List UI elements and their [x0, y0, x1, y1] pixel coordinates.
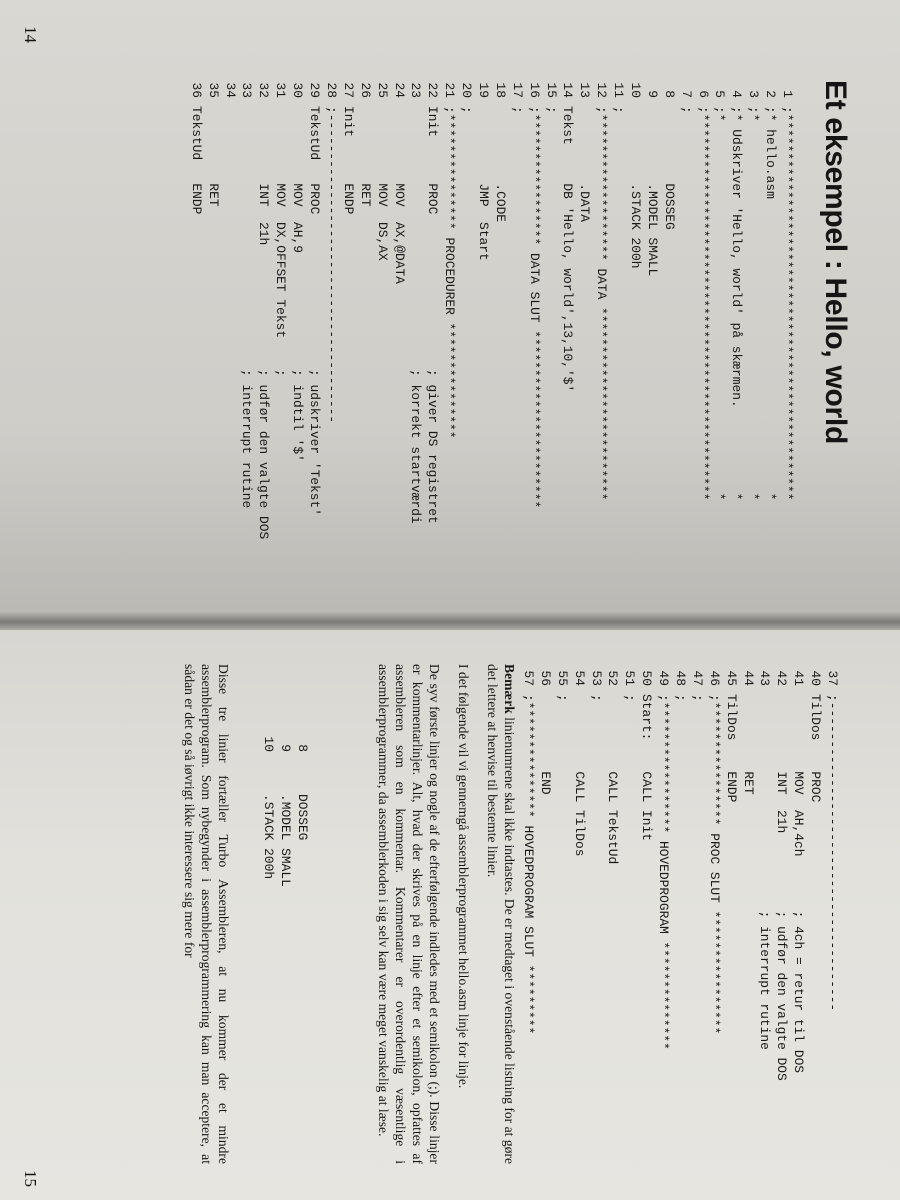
code-text: MOV DX,OFFSET Tekst ;: [273, 106, 289, 377]
code-line: [772, 664, 789, 1081]
code-text: ;**************** PROC SLUT ****************: [706, 694, 722, 1035]
code-line: [694, 76, 711, 539]
code-text: .STACK 200h: [627, 106, 643, 269]
code-line: [654, 664, 671, 1081]
code-line: [356, 76, 373, 539]
code-text: ; korrekt startværdi: [408, 106, 424, 524]
line-number: 35: [205, 82, 221, 98]
code-line: [789, 664, 806, 1081]
code-line: [339, 76, 356, 539]
code-line: [271, 76, 288, 539]
line-number: 2: [763, 90, 779, 98]
code-text: TilDos ENDP: [723, 694, 739, 803]
line-number: 51: [622, 670, 638, 686]
line-number: 40: [808, 670, 824, 686]
page-15-content: [0, 630, 900, 1200]
line-number: 4: [729, 90, 745, 98]
line-number: 22: [425, 82, 441, 98]
line-number: 21: [442, 82, 458, 98]
code-line: [761, 76, 778, 539]
code-line: [722, 664, 739, 1081]
line-number: 16: [526, 82, 542, 98]
line-number: 55: [554, 670, 570, 686]
code-line: [637, 664, 654, 1081]
code-text: ;* hello.asm *: [763, 106, 779, 501]
line-number: 33: [239, 82, 255, 98]
code-text: ;**************************************************: [780, 106, 795, 501]
code-line: [609, 76, 626, 539]
line-number: 50: [639, 670, 655, 686]
code-line: [592, 76, 609, 539]
code-text: ;**************************************************: [695, 106, 711, 501]
code-text: JMP Start: [475, 106, 491, 261]
line-number: 42: [774, 670, 790, 686]
code-text: ;: [689, 694, 705, 702]
remark-text: linienumrene skal ikke indtastes. De er medtaget i ovenstående listning for at gøre det lettere at henvise til bestemte linier.: [485, 664, 517, 1164]
code-text: INT 21h ; udfør den valgte DOS: [256, 106, 272, 540]
code-text: ; interrupt rutine: [757, 694, 773, 1050]
code-line: [519, 664, 536, 1081]
comments-paragraph: De syv første linjer og nogle af de efterfølgende indledes med et semikolon (;). Disse linjer er kommentarlinjer. Alt, hvad der skrives på en linje efter et semikolon, opfattes af assembleren som en kommentar. Kommentarer er overordentlig væsentlige i assemblerprogrammer, da assemblerkoden i sig selv kan være meget vanskelig at læse.: [376, 664, 442, 1164]
code-text: ;* Udskriver 'Hello, world' på skærmen. *: [729, 106, 745, 501]
line-number: 15: [543, 82, 559, 98]
line-number: 48: [672, 670, 688, 686]
code-text: ;: [543, 106, 559, 114]
line-number: 29: [307, 82, 323, 98]
line-number: 20: [459, 82, 475, 98]
line-number: 53: [588, 670, 604, 686]
code-text: RET: [205, 106, 221, 207]
code-listing-part1: [187, 76, 795, 539]
intro-paragraph: I det følgende vil vi gennemgå assemblerprogrammet hello.asm linje for linje.: [456, 664, 471, 1089]
code-text: CALL TekstUd: [605, 694, 621, 865]
code-line: [677, 76, 694, 539]
code-line: [553, 664, 570, 1081]
line-number: 13: [577, 82, 593, 98]
code-line: [407, 76, 424, 539]
page-15: [0, 630, 900, 1200]
line-number: 26: [357, 82, 373, 98]
code-text: Init ENDP: [340, 106, 356, 215]
code-line: [390, 76, 407, 539]
code-line: [276, 730, 293, 887]
code-text: ;: [588, 694, 604, 702]
code-line: [221, 76, 238, 539]
remark-bold: Bemærk: [502, 664, 517, 714]
code-text: ; interrupt rutine: [239, 106, 255, 509]
code-text: .DATA: [577, 106, 593, 223]
code-text: ;: [672, 694, 688, 702]
code-line: [322, 76, 339, 539]
code-line: [620, 664, 637, 1081]
code-line: [688, 664, 705, 1081]
code-line: [305, 76, 322, 539]
code-line: [238, 76, 255, 539]
code-text: MOV DS,AX: [374, 106, 390, 261]
code-line: [744, 76, 761, 539]
code-text: ;----------------------------------------: [323, 106, 339, 424]
line-number: 27: [340, 82, 356, 98]
code-text: ;* *: [712, 106, 728, 501]
code-text: ;: [509, 106, 525, 114]
code-text: INT 21h ; udfør den valgte DOS: [774, 694, 790, 1081]
code-line: [508, 76, 525, 539]
code-line: [373, 76, 390, 539]
code-text: Tekst DB 'Hello, world',13,10,'$': [560, 106, 576, 393]
code-text: DOSSEG: [661, 106, 677, 230]
line-number: 5: [712, 90, 728, 98]
line-number: 49: [656, 670, 672, 686]
line-number: 19: [475, 82, 491, 98]
code-line: [474, 76, 491, 539]
explanation-text: [363, 664, 518, 1164]
page-number-14: 14: [21, 26, 40, 43]
line-number: 28: [323, 82, 339, 98]
code-line: [823, 664, 840, 1081]
code-text: TekstUd ENDP: [188, 106, 204, 215]
line-number: 32: [256, 82, 272, 98]
code-line: [660, 76, 677, 539]
code-line: [457, 76, 474, 539]
code-line: [806, 664, 823, 1081]
code-line: [255, 76, 272, 539]
line-number: 11: [611, 82, 627, 98]
line-number: 34: [222, 82, 238, 98]
line-number: 46: [706, 670, 722, 686]
line-number: 10: [627, 82, 643, 98]
line-number: 24: [391, 82, 407, 98]
code-line: [671, 664, 688, 1081]
code-line: [559, 76, 576, 539]
code-text: END: [537, 694, 553, 795]
line-number: 31: [273, 82, 289, 98]
line-number: 14: [560, 82, 576, 98]
code-text: ;----------------------------------------: [825, 694, 840, 1012]
code-text: MOV AH,4ch ; 4ch = retur til DOS: [791, 694, 807, 1074]
line-number: 8: [661, 90, 677, 98]
page-title: Et eksempel : Hello, world: [819, 80, 852, 444]
closing-text: [169, 664, 232, 1164]
code-line: [643, 76, 660, 539]
line-number: 30: [290, 82, 306, 98]
line-number: 43: [757, 670, 773, 686]
code-text: RET: [740, 694, 756, 795]
code-text: DOSSEG: [295, 794, 310, 841]
remark-paragraph: [484, 664, 518, 1164]
line-number: 23: [408, 82, 424, 98]
code-text: ;: [622, 694, 638, 702]
code-line: [604, 664, 621, 1081]
line-number: 9: [278, 744, 294, 752]
line-number: 47: [689, 670, 705, 686]
code-text: CALL TilDos: [571, 694, 587, 857]
line-number: 37: [825, 670, 840, 686]
line-number: 12: [594, 82, 610, 98]
code-text: .CODE: [492, 106, 508, 223]
line-number: 3: [746, 90, 762, 98]
code-line: [727, 76, 744, 539]
line-number: 45: [723, 670, 739, 686]
code-text: ;* *: [746, 106, 762, 501]
code-line: [187, 76, 204, 539]
code-text: RET: [357, 106, 373, 207]
code-snippet-lines-8-10: [259, 730, 310, 887]
line-number: 17: [509, 82, 525, 98]
page-number-15: 15: [21, 1170, 40, 1187]
code-text: ;***************** HOVEDPROGRAM **************: [656, 694, 672, 1050]
code-text: MOV AX,@DATA: [391, 106, 407, 284]
line-number: 9: [644, 90, 660, 98]
code-text: ;*************** HOVEDPROGRAM SLUT *********: [520, 694, 536, 1035]
line-number: 25: [374, 82, 390, 98]
code-line: [705, 664, 722, 1081]
line-number: 18: [492, 82, 508, 98]
line-number: 8: [295, 744, 310, 752]
code-line: [259, 730, 276, 887]
code-text: ;*************** PROCEDURER ***************: [442, 106, 458, 439]
code-line: [739, 664, 756, 1081]
line-number: 6: [695, 90, 711, 98]
code-text: ;***************** DATA SLUT ***********************: [526, 106, 542, 509]
code-text: ;: [554, 694, 570, 702]
code-text: ;: [678, 106, 694, 114]
line-number: 7: [678, 90, 694, 98]
line-number: 36: [188, 82, 204, 98]
code-text: .MODEL SMALL: [278, 794, 294, 887]
code-line: [778, 76, 795, 539]
code-listing-part2: [519, 664, 840, 1081]
code-line: [756, 664, 773, 1081]
code-line: [293, 730, 310, 887]
code-text: TekstUd PROC ; udskriver 'Tekst': [307, 106, 323, 516]
code-line: [570, 664, 587, 1081]
code-line: [536, 664, 553, 1081]
code-text: .MODEL SMALL: [644, 106, 660, 277]
line-number: 41: [791, 670, 807, 686]
code-text: ;******************* DATA *************************: [594, 106, 610, 501]
line-number: 44: [740, 670, 756, 686]
code-text: ;: [611, 106, 627, 114]
line-number: 10: [261, 736, 277, 752]
line-number: 52: [605, 670, 621, 686]
code-text: .STACK 200h: [261, 794, 277, 880]
line-number: 56: [537, 670, 553, 686]
code-line: [440, 76, 457, 539]
line-number: 57: [520, 670, 536, 686]
code-line: [491, 76, 508, 539]
code-line: [711, 76, 728, 539]
closing-paragraph: Disse tre linier fortæller Turbo Assembleren, at nu kommer der et mindre assemblerprogram. Som nybegynder i assemblerprogrammering kan man acceptere, at sådan er det og så iøvrigt ikke interessere sig mere for: [182, 664, 231, 1164]
line-number: 1: [780, 90, 795, 98]
code-text: Start: CALL Init: [639, 694, 655, 841]
code-line: [575, 76, 592, 539]
code-line: [587, 664, 604, 1081]
code-line: [542, 76, 559, 539]
line-number: 54: [571, 670, 587, 686]
code-line: [204, 76, 221, 539]
code-line: [288, 76, 305, 539]
code-text: ;: [459, 106, 475, 114]
code-line: [626, 76, 643, 539]
code-text: MOV AH,9 ; indtil '$': [290, 106, 306, 462]
code-line: [423, 76, 440, 539]
code-line: [525, 76, 542, 539]
code-text: Init PROC ; giver DS registret: [425, 106, 441, 524]
code-text: TilDos PROC: [808, 694, 824, 803]
